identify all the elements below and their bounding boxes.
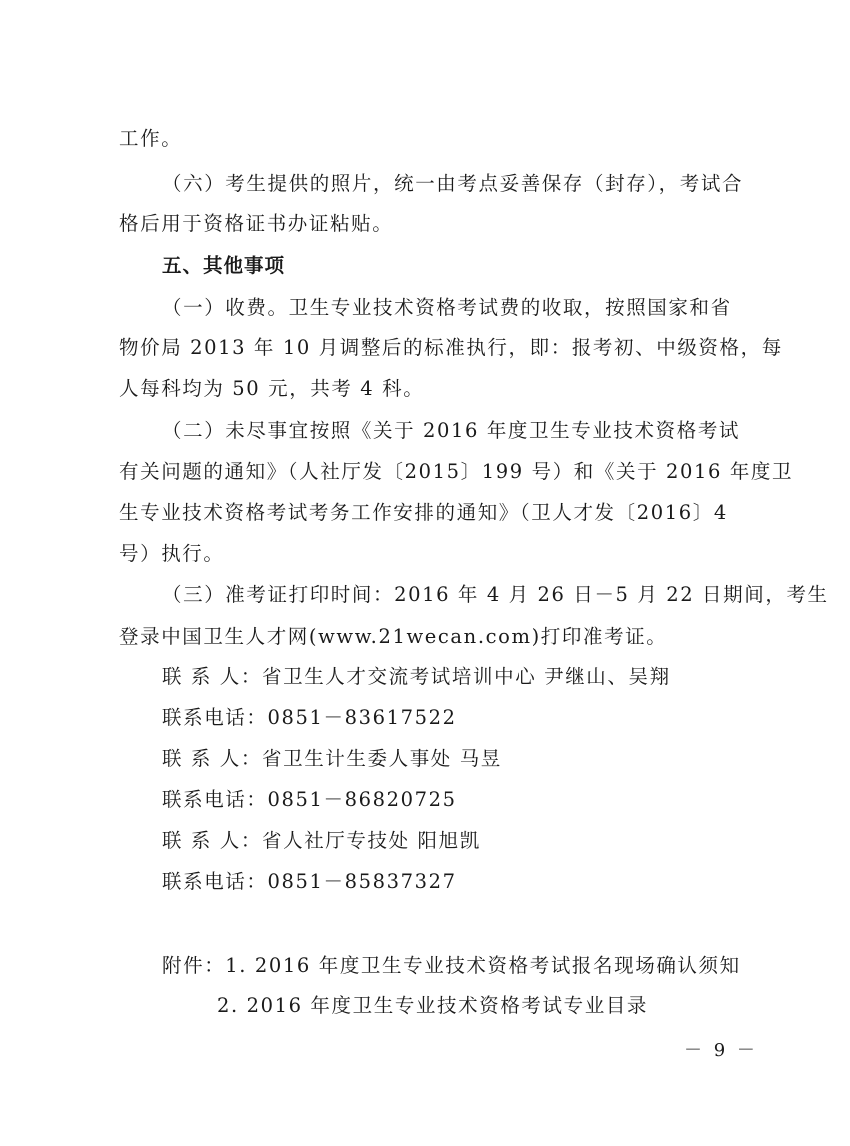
attachment-item-1: 附件：1. 2016 年度卫生专业技术资格考试报名现场确认须知: [162, 954, 741, 977]
contact-phone-1: 联系电话：0851－83617522: [162, 706, 457, 729]
section-heading-other-matters: 五、其他事项: [162, 254, 286, 277]
text-line-unfinished-cont-1: 有关问题的通知》（人社厅发〔2015〕199 号）和《关于 2016 年度卫: [119, 460, 794, 483]
text-line-fee-cont-1: 物价局 2013 年 10 月调整后的标准执行，即：报考初、中级资格，每: [119, 336, 783, 359]
contact-person-3: 联 系 人：省人社厅专技处 阳旭凯: [162, 829, 481, 852]
page-number: － 9 －: [684, 1040, 758, 1061]
text-line-unfinished-cont-3: 号）执行。: [119, 542, 225, 565]
text-line-item-six-cont: 格后用于资格证书办证粘贴。: [119, 212, 394, 235]
contact-phone-2: 联系电话：0851－86820725: [162, 788, 457, 811]
text-line-admission-print-cont: 登录中国卫生人才网(www.21wecan.com)打印准考证。: [119, 625, 668, 648]
text-line-unfinished-cont-2: 生专业技术资格考试考务工作安排的通知》（卫人才发〔2016〕4: [119, 501, 728, 524]
text-line-fee: （一）收费。卫生专业技术资格考试费的收取，按照国家和省: [162, 296, 732, 319]
text-line-work-end: 工作。: [119, 127, 183, 150]
contact-person-1: 联 系 人：省卫生人才交流考试培训中心 尹继山、吴翔: [162, 665, 671, 688]
text-line-unfinished: （二）未尽事宜按照《关于 2016 年度卫生专业技术资格考试: [162, 419, 741, 442]
text-line-admission-print: （三）准考证打印时间：2016 年 4 月 26 日－5 月 22 日期间，考生: [162, 583, 829, 606]
contact-person-2: 联 系 人：省卫生计生委人事处 马昱: [162, 747, 502, 770]
text-line-fee-cont-2: 人每科均为 50 元，共考 4 科。: [119, 377, 425, 400]
attachment-item-2: 2. 2016 年度卫生专业技术资格考试专业目录: [217, 994, 649, 1017]
contact-phone-3: 联系电话：0851－85837327: [162, 870, 457, 893]
text-line-item-six: （六）考生提供的照片，统一由考点妥善保存（封存），考试合: [162, 172, 744, 195]
